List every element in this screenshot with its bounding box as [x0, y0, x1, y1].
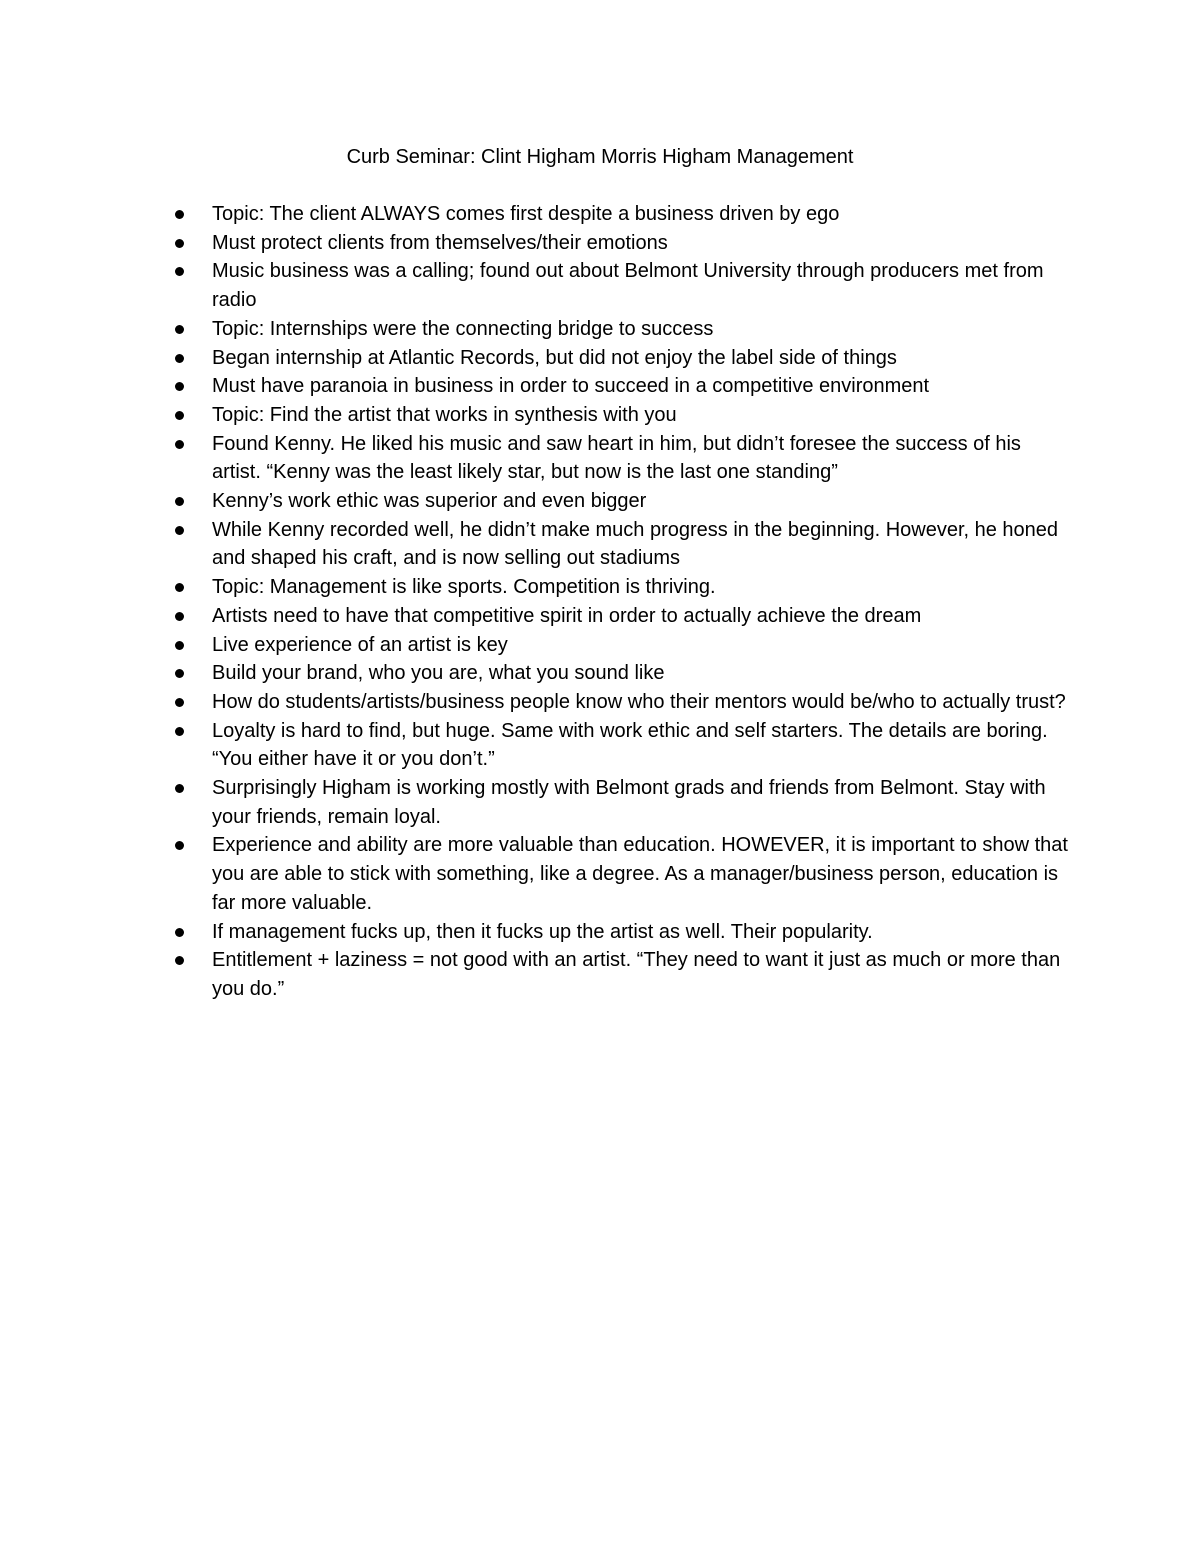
- list-item: [172, 573, 1072, 602]
- list-item: [172, 401, 1072, 430]
- list-item-text: Experience and ability are more valuable than education. HOWEVER, it is important to show that you are able to stick with something, like a degree. As a manager/business person, education is far more valuable.: [212, 834, 1068, 914]
- bullet-icon: [175, 612, 184, 621]
- bullet-icon: [175, 583, 184, 592]
- bullet-icon: [175, 382, 184, 391]
- bullet-icon: [175, 325, 184, 334]
- list-item-text: Artists need to have that competitive spirit in order to actually achieve the dream: [212, 604, 922, 627]
- list-item-text: Live experience of an artist is key: [212, 633, 508, 656]
- list-item: [172, 717, 1072, 774]
- list-item-text: How do students/artists/business people know who their mentors would be/who to actually trust?: [212, 690, 1066, 713]
- bullet-icon: [175, 354, 184, 363]
- list-item: [172, 631, 1072, 660]
- bullet-icon: [175, 210, 184, 219]
- bullet-icon: [175, 669, 184, 678]
- bullet-icon: [175, 841, 184, 850]
- list-item: [172, 831, 1072, 917]
- list-item-text: Surprisingly Higham is working mostly with Belmont grads and friends from Belmont. Stay with your friends, remain loyal.: [212, 777, 1046, 828]
- list-item: [172, 200, 1072, 229]
- bullet-icon: [175, 956, 184, 965]
- bullet-icon: [175, 497, 184, 506]
- bullet-icon: [175, 411, 184, 420]
- list-item-text: Entitlement + laziness = not good with an artist. “They need to want it just as much or more than you do.”: [212, 949, 1061, 1000]
- bullet-icon: [175, 727, 184, 736]
- list-item: [172, 372, 1072, 401]
- list-item-text: If management fucks up, then it fucks up the artist as well. Their popularity.: [212, 920, 873, 943]
- bullet-icon: [175, 784, 184, 793]
- list-item: [172, 659, 1072, 688]
- bullet-icon: [175, 698, 184, 707]
- list-item-text: Loyalty is hard to find, but huge. Same with work ethic and self starters. The details are boring. “You either have it or you don’t.”: [212, 719, 1048, 771]
- bullet-list: [172, 200, 1072, 1004]
- list-item: [172, 516, 1072, 573]
- list-item: [172, 229, 1072, 258]
- bullet-icon: [175, 440, 184, 449]
- list-item-text: Topic: Internships were the connecting bridge to success: [212, 317, 714, 340]
- list-item: [172, 344, 1072, 373]
- list-item: [172, 774, 1072, 831]
- bullet-icon: [175, 928, 184, 937]
- list-item: [172, 602, 1072, 631]
- list-item: [172, 946, 1072, 1003]
- list-item-text: Must protect clients from themselves/their emotions: [212, 231, 668, 254]
- list-item: [172, 430, 1072, 487]
- list-item-text: Topic: Management is like sports. Competition is thriving.: [212, 576, 716, 599]
- list-item: [172, 918, 1072, 947]
- list-item-text: Topic: Find the artist that works in synthesis with you: [212, 403, 677, 426]
- bullet-icon: [175, 641, 184, 650]
- document-title: Curb Seminar: Clint Higham Morris Higham Management: [346, 146, 854, 168]
- list-item-text: Kenny’s work ethic was superior and even bigger: [212, 490, 647, 513]
- list-item-text: Topic: The client ALWAYS comes first despite a business driven by ego: [212, 203, 840, 225]
- list-item-text: While Kenny recorded well, he didn’t make much progress in the beginning. However, he honed and shaped his craft, and is now selling out stadiums: [212, 518, 1059, 570]
- list-item: [172, 315, 1072, 344]
- list-item-text: Build your brand, who you are, what you sound like: [212, 662, 665, 685]
- list-item-text: Must have paranoia in business in order to succeed in a competitive environment: [212, 375, 930, 398]
- list-item: [172, 487, 1072, 516]
- list-item-text: Began internship at Atlantic Records, but did not enjoy the label side of things: [212, 346, 897, 369]
- list-item: [172, 688, 1072, 717]
- bullet-icon: [175, 267, 184, 276]
- bullet-icon: [175, 239, 184, 248]
- list-item-text: Music business was a calling; found out about Belmont University through producers met from radio: [212, 260, 1044, 312]
- list-item-text: Found Kenny. He liked his music and saw heart in him, but didn’t foresee the success of his artist. “Kenny was the least likely star, but now is the last one standing”: [212, 432, 1021, 484]
- bullet-icon: [175, 526, 184, 535]
- list-item: [172, 257, 1072, 314]
